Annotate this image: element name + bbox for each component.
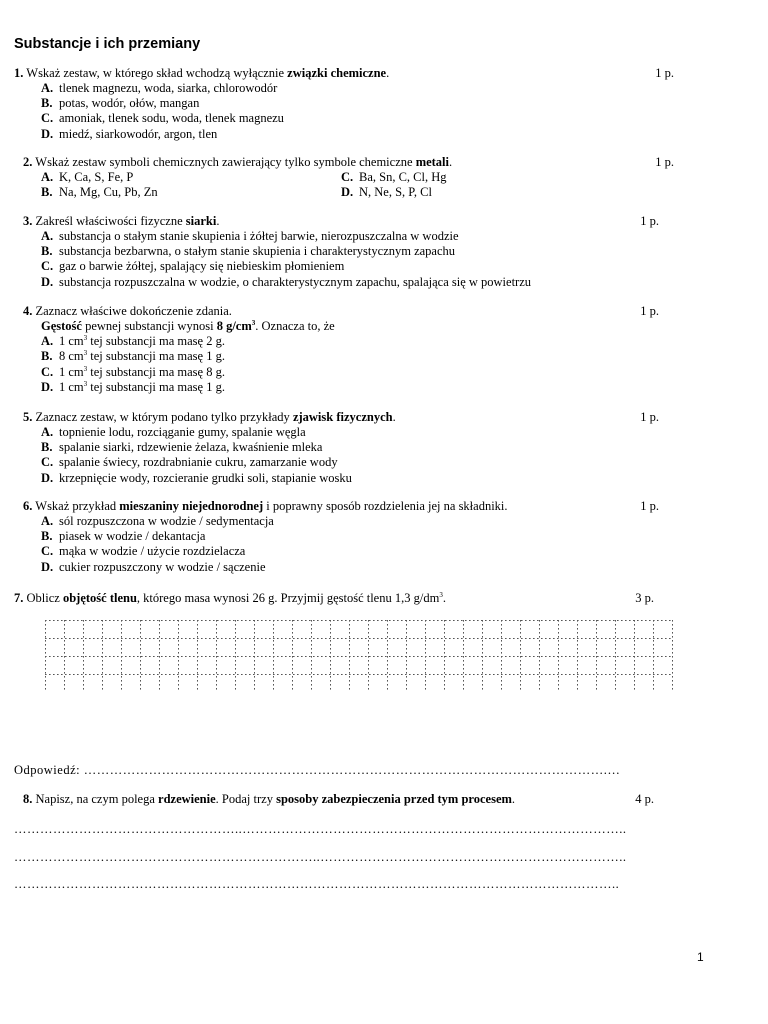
question-text-end: . <box>386 66 390 80</box>
option-c[interactable]: C. spalanie świecy, rozdrabnianie cukru, zamarzanie wody <box>41 455 338 470</box>
question-text-cont: , którego masa wynosi 26 g. Przyjmij gęstość tlenu 1,3 g/dm <box>136 591 440 605</box>
question-5 <box>23 410 674 486</box>
option-c[interactable]: C. 1 $cm^3$ tej substancji ma masę 8 g. <box>41 364 225 379</box>
question-number: 3. <box>23 214 33 228</box>
question-1 <box>14 66 674 142</box>
question-number: 1. <box>14 66 24 80</box>
question-number: 8. <box>23 792 33 806</box>
question-7 <box>14 591 674 606</box>
question-text-end: . <box>449 155 453 169</box>
option-a[interactable]: A. sól rozpuszczona w wodzie / sedymentacja <box>41 514 274 528</box>
question-4 <box>23 304 674 395</box>
question-text: Oblicz <box>23 591 63 605</box>
points-label: 4 p. <box>635 792 654 806</box>
question-text-mid: . Podaj trzy <box>215 792 277 806</box>
question-keyword: mieszaniny niejednorodnej <box>119 499 264 513</box>
points-label: 1 p. <box>640 304 659 318</box>
question-text: Zaznacz zestaw, w którym podano tylko przykłady <box>32 410 293 424</box>
option-b[interactable]: B. Na, Mg, Cu, Pb, Zn <box>41 185 158 200</box>
question-number: 2. <box>23 155 33 169</box>
option-a[interactable]: A. K, Ca, S, Fe, P <box>41 170 134 184</box>
points-label: 1 p. <box>655 66 674 80</box>
question-number: 6. <box>23 499 33 513</box>
question-number: 4. <box>23 304 33 318</box>
question-text: Napisz, na czym polega <box>32 792 159 806</box>
points-label: 1 p. <box>640 410 659 424</box>
option-c[interactable]: C. amoniak, tlenek sodu, woda, tlenek magnezu <box>41 111 284 126</box>
option-c[interactable]: C. Ba, Sn, C, Cl, Hg <box>341 170 447 184</box>
question-text-end: . <box>511 792 516 806</box>
answer-line[interactable] <box>14 763 654 778</box>
question-sentence: Gęstość pewnej substancji wynosi 8 $g/cm^3$. Oznacza to, że <box>41 318 335 333</box>
question-keyword: objętość tlenu <box>62 591 137 605</box>
answer-line-2[interactable]: ……………………………………………………………..…………………………………………………………….. <box>14 850 627 864</box>
points-label: 1 p. <box>655 155 674 169</box>
option-b[interactable]: B. substancja bezbarwna, o stałym stanie skupienia i charakterystycznym zapachu <box>41 244 456 259</box>
answer-dots: ………………………………………………………………………………………………………….… <box>83 763 621 777</box>
option-d[interactable]: D. N, Ne, S, P, Cl <box>341 185 432 200</box>
question-keyword: związki chemiczne <box>287 66 387 80</box>
page-number: 1 <box>697 950 704 964</box>
points-label: 3 p. <box>635 591 654 605</box>
answer-line-1[interactable]: ……………………………………………..…………………………………………………………………………….. <box>14 822 627 836</box>
option-d[interactable]: D. krzepnięcie wody, rozcieranie grudki soli, stapianie wosku <box>41 470 352 485</box>
question-keyword: siarki <box>185 214 217 228</box>
question-text: Zakreśl właściwości fizyczne <box>32 214 186 228</box>
question-text: Wskaż przykład <box>32 499 120 513</box>
option-a[interactable]: A. topnienie lodu, rozciąganie gumy, spalanie węgla <box>41 425 306 439</box>
points-label: 1 p. <box>640 214 659 228</box>
option-d[interactable]: D. substancja rozpuszczalna w wodzie, o charakterystycznym zapachu, spalająca się w powietrzu <box>41 274 532 289</box>
question-keyword: zjawisk fizycznych <box>292 410 393 424</box>
question-2 <box>23 155 674 200</box>
calculation-grid[interactable] <box>45 620 673 692</box>
option-a[interactable]: A. substancja o stałym stanie skupienia i żółtej barwie, nierozpuszczalna w wodzie <box>41 229 459 243</box>
question-6 <box>23 499 674 575</box>
answer-label: Odpowiedź: <box>14 763 84 777</box>
superscript: 3 <box>439 590 443 599</box>
page-title: Substancje i ich przemiany <box>14 36 201 52</box>
option-d[interactable]: D. 1 $cm^3$ tej substancji ma masę 1 g. <box>41 379 225 394</box>
option-a[interactable]: A. 1 $cm^3$ tej substancji ma masę 2 g. <box>41 334 225 349</box>
option-c[interactable]: C. mąka w wodzie / użycie rozdzielacza <box>41 544 246 559</box>
question-number: 5. <box>23 410 33 424</box>
question-3 <box>23 214 674 290</box>
question-8 <box>23 792 654 807</box>
option-d[interactable]: D. cukier rozpuszczony w wodzie / sączenie <box>41 559 266 574</box>
option-d[interactable]: D. miedź, siarkowodór, argon, tlen <box>41 126 218 141</box>
question-text: Wskaż zestaw, w którego skład wchodzą wyłącznie <box>23 66 288 80</box>
answer-line-3[interactable]: ………………………………………………………………………………………………………………………….. <box>14 877 620 891</box>
option-c[interactable]: C. gaz o barwie żółtej, spalający się niebieskim płomieniem <box>41 259 345 274</box>
points-label: 1 p. <box>640 499 659 513</box>
question-text-end: i poprawny sposób rozdzielenia jej na składniki. <box>263 499 508 513</box>
option-b[interactable]: B. 8 $cm^3$ tej substancji ma masę 1 g. <box>41 349 225 364</box>
question-keyword: metali <box>415 155 450 169</box>
question-text-end: . <box>216 214 220 228</box>
question-text: Zaznacz właściwe dokończenie zdania. <box>32 304 232 318</box>
question-keyword-2: sposoby zabezpieczenia przed tym procesem <box>276 792 512 806</box>
option-b[interactable]: B. spalanie siarki, rdzewienie żelaza, kwaśnienie mleka <box>41 440 323 455</box>
option-b[interactable]: B. potas, wodór, ołów, mangan <box>41 96 200 111</box>
option-a[interactable]: A. tlenek magnezu, woda, siarka, chlorowodór <box>41 81 278 95</box>
question-number: 7. <box>14 591 24 605</box>
question-text: Wskaż zestaw symboli chemicznych zawierający tylko symbole chemiczne <box>32 155 416 169</box>
question-text-end: . <box>392 410 396 424</box>
question-text-end: . <box>442 591 446 605</box>
option-b[interactable]: B. piasek w wodzie / dekantacja <box>41 529 206 544</box>
question-keyword: rdzewienie <box>158 792 216 806</box>
